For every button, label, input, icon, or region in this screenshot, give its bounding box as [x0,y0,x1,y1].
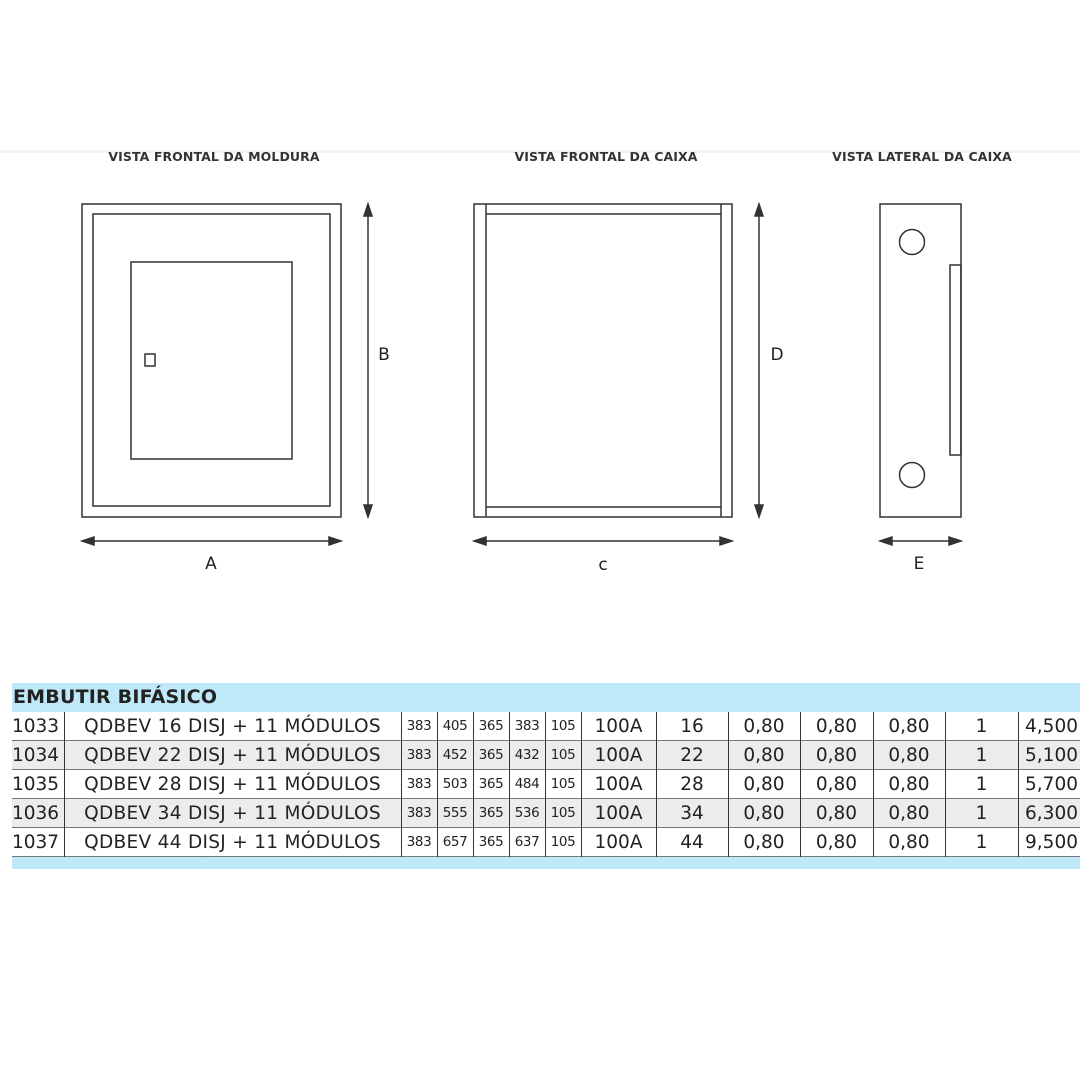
dimension-arrows [82,204,961,545]
dimension-label-a: A [205,554,217,574]
dim-4-cell: 484 [509,770,545,799]
dim-3-cell: 365 [473,799,509,828]
amperage-cell: 100A [581,741,656,770]
amperage-cell: 100A [581,712,656,741]
description-cell: QDBEV 22 DISJ + 11 MÓDULOS [64,741,401,770]
code-cell: 1034 [12,741,64,770]
table-row [12,770,1080,799]
weight-cell: 9,500 [1018,828,1080,857]
value-2-cell: 0,80 [800,741,873,770]
value-1-cell: 0,80 [728,828,800,857]
description-cell: QDBEV 28 DISJ + 11 MÓDULOS [64,770,401,799]
table-row [12,828,1080,857]
value-1-cell: 0,80 [728,741,800,770]
dim-2-cell: 555 [437,799,473,828]
value-2-cell: 0,80 [800,828,873,857]
dim-4-cell: 432 [509,741,545,770]
dim-1-cell: 383 [401,712,437,741]
dim-5-cell: 105 [545,741,581,770]
value-1-cell: 0,80 [728,799,800,828]
amperage-cell: 100A [581,799,656,828]
box-side-drawing [880,204,961,517]
dim-2-cell: 657 [437,828,473,857]
frame-front-drawing [82,204,341,517]
quantity-cell: 1 [945,799,1018,828]
value-3-cell: 0,80 [873,770,945,799]
quantity-cell: 1 [945,712,1018,741]
spec-table-section [12,683,1080,869]
breaker-count-cell: 22 [656,741,728,770]
dim-5-cell: 105 [545,712,581,741]
dim-2-cell: 452 [437,741,473,770]
dimension-label-c: c [598,555,608,575]
value-2-cell: 0,80 [800,712,873,741]
table-footer-band [12,857,1080,869]
view-title-box-front: VISTA FRONTAL DA CAIXA [514,149,698,164]
dimension-label-e: E [913,554,925,574]
dim-3-cell: 365 [473,712,509,741]
description-cell: QDBEV 34 DISJ + 11 MÓDULOS [64,799,401,828]
dimension-label-b: B [378,345,390,365]
quantity-cell: 1 [945,741,1018,770]
dim-5-cell: 105 [545,770,581,799]
code-cell: 1033 [12,715,60,737]
view-title-box-side: VISTA LATERAL DA CAIXA [832,149,1012,164]
quantity-cell: 1 [945,770,1018,799]
quantity-cell: 1 [945,828,1018,857]
code-cell: 1036 [12,799,64,828]
dim-3-cell: 365 [473,770,509,799]
table-row [12,741,1080,770]
dim-4-cell: 637 [509,828,545,857]
footer-accent-mark: ´ [204,857,209,866]
dim-4-cell: 536 [509,799,545,828]
weight-cell: 4,500 [1018,712,1080,741]
dim-2-cell: 405 [437,712,473,741]
dim-1-cell: 383 [401,799,437,828]
breaker-count-cell: 16 [656,712,728,741]
amperage-cell: 100A [581,828,656,857]
table-header: EMBUTIR BIFÁSICO [12,683,1080,712]
value-3-cell: 0,80 [873,712,945,741]
dim-3-cell: 365 [473,741,509,770]
dim-1-cell: 383 [401,828,437,857]
amperage-cell: 100A [581,770,656,799]
view-title-frame-front: VISTA FRONTAL DA MOLDURA [108,149,320,164]
description-cell: QDBEV 44 DISJ + 11 MÓDULOS [64,828,401,857]
table-row [12,799,1080,828]
table-row [12,712,1080,741]
box-front-drawing [474,204,732,517]
value-3-cell: 0,80 [873,741,945,770]
dim-1-cell: 383 [401,770,437,799]
value-3-cell: 0,80 [873,828,945,857]
breaker-count-cell: 34 [656,799,728,828]
value-1-cell: 0,80 [728,712,800,741]
breaker-count-cell: 28 [656,770,728,799]
dim-1-cell: 383 [401,741,437,770]
dim-2-cell: 503 [437,770,473,799]
spec-table [12,712,1080,857]
weight-cell: 5,700 [1018,770,1080,799]
description-cell: QDBEV 16 DISJ + 11 MÓDULOS [64,712,401,741]
dim-4-cell: 383 [509,712,545,741]
value-2-cell: 0,80 [800,799,873,828]
value-1-cell: 0,80 [728,770,800,799]
dim-5-cell: 105 [545,799,581,828]
dim-3-cell: 365 [473,828,509,857]
value-3-cell: 0,80 [873,799,945,828]
dimension-label-d: D [770,345,784,365]
breaker-count-cell: 44 [656,828,728,857]
value-2-cell: 0,80 [800,770,873,799]
dim-5-cell: 105 [545,828,581,857]
code-cell: 1035 [12,773,60,795]
code-cell: 1037 [12,831,60,853]
weight-cell: 5,100 [1018,741,1080,770]
weight-cell: 6,300 [1018,799,1080,828]
